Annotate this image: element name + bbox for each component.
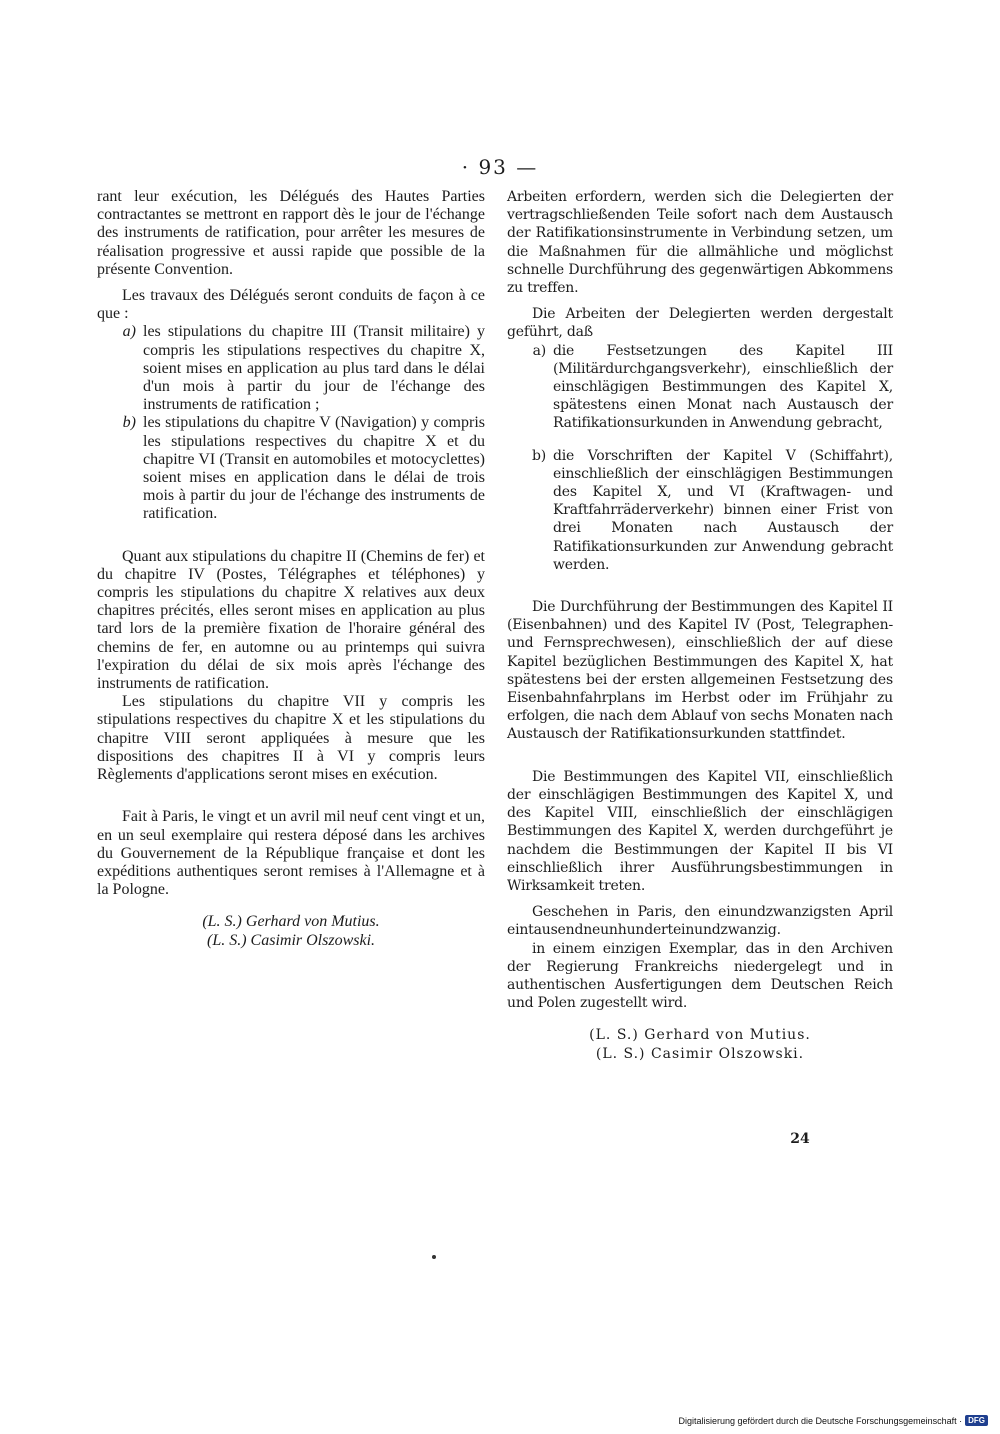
de-paragraph-1: Arbeiten erfordern, werden sich die Delegierten der vertragschließenden Teile sofort nach dem Austausch der Ratifikationsinstrumente in Verbindung setzen, um die Maßnahmen für die allmähliche und möglichst schnelle Durchführung des gegenwärtigen Abkommens zu treffen. [507,189,893,297]
de-paragraph-3: Die Durchführung der Bestimmungen des Kapitel II (Eisenbahnen) und des Kapitel IV (Post, Telegraphen- und Fernsprechwesen), einschließlich der auf diese Kapitel bezüglichen Bestimmungen des Kapitel X, hat spätestens bei der ersten allgemeinen Festsetzung des Eisenbahnfahrplans im Herbst oder im Frühjahr zu erfolgen, die nach dem Ablauf von sechs Monaten nach Austausch der Ratifikationsurkunden stattfindet. [507,599,893,743]
de-signature-2: (L. S.) Casimir Olszowski. [595,1045,805,1062]
fr-item-b-label: b) [122,414,136,432]
fr-paragraph-4: Les stipulations du chapitre VII y compris les stipulations respectives du chapitre X et les stipulations du chapitre VIII seront appliquées à mesure que les dispositions des chapitres II à VI y compris leurs Règlements d'applications seront mises en exécution. [97,693,485,784]
fr-paragraph-2: Les travaux des Délégués seront conduits de façon à ce que : [97,287,485,323]
de-paragraph-4: Die Bestimmungen des Kapitel VII, einschließlich der einschlägigen Bestimmungen des Kapitel X, und des Kapitel VIII, einschließlich der einschlägigen Bestimmungen des Kapitel X, werden durchgeführt je nachdem die Bestimmungen der Kapitel II bis VI einschließlich ihrer Ausführungsbestimmungen in Wirksamkeit treten. [507,768,893,894]
de-paragraph-5: Geschehen in Paris, den einundzwanzigsten April eintausendneunhunderteinundzwanzig. [507,904,893,939]
de-paragraph-6: in einem einzigen Exemplar, das in den Archiven der Regierung Frankreichs niedergelegt und in authentischen Ausfertigungen dem Deutschen Reich und Polen zugestellt wird. [507,940,893,1012]
french-column [97,188,485,950]
de-list-item-a [507,342,893,433]
de-item-a-label: a) [532,342,546,359]
print-mark [432,1255,436,1259]
fr-signature-1: (L. S.) Gerhard von Mutius. [202,913,380,931]
fr-item-a-label: a) [122,323,136,341]
de-item-b-text: die Vorschriften der Kapitel V (Schiffahrt), einschließlich der einschlägigen Bestimmungen des Kapitel X, und VI (Kraftwagen- und Kraftfahrräderverkehr) binnen einer Frist von drei Monaten nach Austausch der Ratifikationsurkunden zur Anwendung gebracht werden. [553,447,893,573]
de-signature-1: (L. S.) Gerhard von Mutius. [589,1027,811,1044]
fr-list-item-b [97,414,485,523]
fr-item-a-text: les stipulations du chapitre III (Transit militaire) y compris les stipulations respectives du chapitre X, soient mises en application au plus tard dans le délai d'un mois à partir du jour de l'échange des instruments de ratification ; [143,323,485,414]
de-item-b-label: b) [531,447,546,464]
fr-paragraph-1: rant leur exécution, les Délégués des Hautes Parties contractantes se mettront en rapport dès le jour de l'échange des instruments de ratification, pour arrêter les mesures de réalisation progressive et aussi rapide que possible de la présente Convention. [97,188,485,278]
dfg-logo-icon: DFG [965,1415,988,1426]
sheet-number: 24 [790,1131,810,1147]
de-item-a-text: die Festsetzungen des Kapitel III (Militärdurchgangsverkehr), einschließlich der einschlägigen Bestimmungen des Kapitel X, spätestens einen Monat nach Austausch der Ratifikationsurkunden in Anwendung gebracht, [553,342,893,432]
footer-text: Digitalisierung gefördert durch die Deutsche Forschungsgemeinschaft · [678,1415,963,1426]
german-column [507,188,893,1063]
de-paragraph-2: Die Arbeiten der Delegierten werden dergestalt geführt, daß [507,306,893,341]
digitization-footer [678,1415,988,1426]
fr-paragraph-3: Quant aux stipulations du chapitre II (Chemins de fer) et du chapitre IV (Postes, Télégraphes et téléphones) y compris les stipulations du chapitre X relatives aux deux chapitres précités, elles seront mises en application au plus tard lors de la première fixation de l'horaire général des chemins de fer, en automne ou au printemps qui suivra l'expiration du délai de six mois après l'échange des instruments de ratification. [97,547,485,693]
fr-item-b-text: les stipulations du chapitre V (Navigation) y compris les stipulations respectives du chapitre X et du chapitre VI (Transit en automobiles et motocyclettes) soient mises en application dans le délai de trois mois à partir du jour de l'échange des instruments de ratification. [143,414,485,523]
fr-paragraph-5: Fait à Paris, le vingt et un avril mil neuf cent vingt et un, en un seul exemplaire qui restera déposé dans les archives du Gouvernement de la République française et dont les expéditions authentiques seront remises à l'Allemagne et à la Pologne. [97,808,485,899]
fr-list-item-a [97,323,485,414]
de-list-item-b [507,447,893,574]
fr-signature-2: (L. S.) Casimir Olszowski. [206,931,376,949]
page-number: · 93 — [461,155,539,179]
